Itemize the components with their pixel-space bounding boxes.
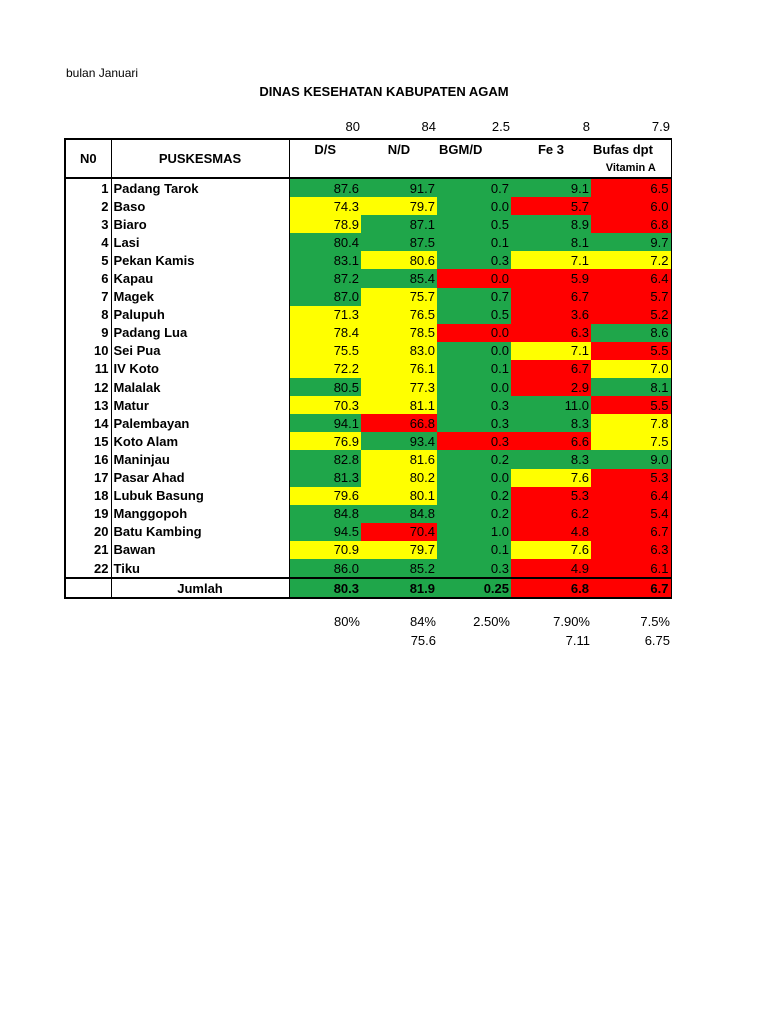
footer-pct-nd: 84% xyxy=(409,614,436,629)
col-header-bufas-label: Bufas dpt xyxy=(593,142,653,157)
puskesmas-name: Palupuh xyxy=(111,306,289,324)
col-header-no: N0 xyxy=(65,139,111,178)
cell-nd: 80.2 xyxy=(361,469,437,487)
puskesmas-name: Manggopoh xyxy=(111,505,289,523)
cell-nd: 93.4 xyxy=(361,432,437,450)
cell-bgm: 0.2 xyxy=(437,487,511,505)
cell-fe: 6.6 xyxy=(511,432,591,450)
target-bgm: 2.5 xyxy=(491,119,510,134)
cell-ds: 87.6 xyxy=(289,178,361,197)
cell-bgm: 0.0 xyxy=(437,469,511,487)
cell-bufas: 6.1 xyxy=(591,559,671,578)
cell-bufas: 5.4 xyxy=(591,505,671,523)
cell-bufas: 8.1 xyxy=(591,378,671,396)
row-number: 10 xyxy=(65,342,111,360)
col-header-fe: Fe 3 xyxy=(511,139,591,178)
row-number: 13 xyxy=(65,396,111,414)
cell-fe: 5.9 xyxy=(511,269,591,287)
cell-nd: 87.1 xyxy=(361,215,437,233)
cell-ds: 70.9 xyxy=(289,541,361,559)
cell-nd: 81.1 xyxy=(361,396,437,414)
footer-pct-ds: 80% xyxy=(333,614,360,629)
cell-ds: 74.3 xyxy=(289,197,361,215)
table-row xyxy=(65,269,671,287)
total-bufas: 6.7 xyxy=(591,578,671,598)
cell-bgm: 0.5 xyxy=(437,215,511,233)
total-bgm: 0.25 xyxy=(437,578,511,598)
cell-ds: 79.6 xyxy=(289,487,361,505)
cell-bgm: 0.3 xyxy=(437,414,511,432)
cell-bgm: 0.2 xyxy=(437,505,511,523)
puskesmas-name: Padang Tarok xyxy=(111,178,289,197)
row-number: 11 xyxy=(65,360,111,378)
cell-bufas: 9.0 xyxy=(591,450,671,468)
row-number: 20 xyxy=(65,523,111,541)
cell-ds: 80.5 xyxy=(289,378,361,396)
footer-pct-bufas: 7.5% xyxy=(640,614,670,629)
page-title: DINAS KESEHATAN KABUPATEN AGAM xyxy=(259,84,509,99)
cell-fe: 7.6 xyxy=(511,541,591,559)
cell-nd: 91.7 xyxy=(361,178,437,197)
total-ds: 80.3 xyxy=(289,578,361,598)
target-ds: 80 xyxy=(345,119,360,134)
table-row xyxy=(65,233,671,251)
table-row xyxy=(65,197,671,215)
puskesmas-name: Palembayan xyxy=(111,414,289,432)
cell-bufas: 7.5 xyxy=(591,432,671,450)
cell-fe: 9.1 xyxy=(511,178,591,197)
row-number: 2 xyxy=(65,197,111,215)
cell-ds: 76.9 xyxy=(289,432,361,450)
cell-bufas: 9.7 xyxy=(591,233,671,251)
cell-nd: 84.8 xyxy=(361,505,437,523)
row-number: 8 xyxy=(65,306,111,324)
table-row xyxy=(65,505,671,523)
row-number: 3 xyxy=(65,215,111,233)
puskesmas-name: Magek xyxy=(111,288,289,306)
cell-bufas: 5.5 xyxy=(591,396,671,414)
cell-bufas: 6.5 xyxy=(591,178,671,197)
table-row xyxy=(65,251,671,269)
footer-val-fe: 7.11 xyxy=(565,633,590,648)
cell-nd: 79.7 xyxy=(361,541,437,559)
cell-bufas: 7.0 xyxy=(591,360,671,378)
row-number: 7 xyxy=(65,288,111,306)
cell-ds: 72.2 xyxy=(289,360,361,378)
cell-bgm: 0.0 xyxy=(437,269,511,287)
puskesmas-name: Maninjau xyxy=(111,450,289,468)
cell-fe: 4.9 xyxy=(511,559,591,578)
cell-fe: 6.3 xyxy=(511,324,591,342)
table-row xyxy=(65,324,671,342)
row-number: 1 xyxy=(65,178,111,197)
total-fe: 6.8 xyxy=(511,578,591,598)
puskesmas-name: Batu Kambing xyxy=(111,523,289,541)
cell-nd: 77.3 xyxy=(361,378,437,396)
row-number: 22 xyxy=(65,559,111,578)
cell-fe: 5.3 xyxy=(511,487,591,505)
cell-bufas: 6.7 xyxy=(591,523,671,541)
target-nd: 84 xyxy=(421,119,436,134)
puskesmas-name: Matur xyxy=(111,396,289,414)
puskesmas-name: Lubuk Basung xyxy=(111,487,289,505)
cell-ds: 84.8 xyxy=(289,505,361,523)
cell-bgm: 0.5 xyxy=(437,306,511,324)
cell-bgm: 0.1 xyxy=(437,541,511,559)
cell-nd: 81.6 xyxy=(361,450,437,468)
row-number: 15 xyxy=(65,432,111,450)
cell-nd: 70.4 xyxy=(361,523,437,541)
footer-val-bufas: 6.75 xyxy=(644,633,670,648)
table-row xyxy=(65,450,671,468)
table-row xyxy=(65,178,671,197)
cell-ds: 94.5 xyxy=(289,523,361,541)
cell-ds: 80.4 xyxy=(289,233,361,251)
table-row xyxy=(65,487,671,505)
table-row xyxy=(65,360,671,378)
cell-nd: 80.6 xyxy=(361,251,437,269)
table-row xyxy=(65,342,671,360)
cell-nd: 80.1 xyxy=(361,487,437,505)
cell-bufas: 7.8 xyxy=(591,414,671,432)
cell-bufas: 5.3 xyxy=(591,469,671,487)
puskesmas-name: Tiku xyxy=(111,559,289,578)
cell-fe: 8.3 xyxy=(511,450,591,468)
cell-nd: 79.7 xyxy=(361,197,437,215)
cell-bufas: 6.4 xyxy=(591,269,671,287)
cell-nd: 87.5 xyxy=(361,233,437,251)
col-header-bgm: BGM/D xyxy=(437,139,511,178)
table-row xyxy=(65,378,671,396)
table-row xyxy=(65,414,671,432)
row-number: 4 xyxy=(65,233,111,251)
cell-bufas: 5.7 xyxy=(591,288,671,306)
cell-fe: 6.7 xyxy=(511,360,591,378)
cell-ds: 78.4 xyxy=(289,324,361,342)
cell-ds: 87.2 xyxy=(289,269,361,287)
row-number: 21 xyxy=(65,541,111,559)
cell-ds: 75.5 xyxy=(289,342,361,360)
row-number: 9 xyxy=(65,324,111,342)
cell-fe: 2.9 xyxy=(511,378,591,396)
cell-bufas: 5.5 xyxy=(591,342,671,360)
cell-fe: 5.7 xyxy=(511,197,591,215)
cell-nd: 85.4 xyxy=(361,269,437,287)
footer-val-nd: 75.6 xyxy=(410,633,436,648)
total-row xyxy=(65,578,671,598)
row-number: 12 xyxy=(65,378,111,396)
data-table xyxy=(64,138,672,599)
row-number: 17 xyxy=(65,469,111,487)
cell-bgm: 0.0 xyxy=(437,378,511,396)
puskesmas-name: Baso xyxy=(111,197,289,215)
cell-bgm: 0.1 xyxy=(437,233,511,251)
cell-bgm: 0.0 xyxy=(437,324,511,342)
target-fe: 8 xyxy=(582,119,590,134)
puskesmas-name: Biaro xyxy=(111,215,289,233)
target-bufas: 7.9 xyxy=(651,119,670,134)
table-row xyxy=(65,396,671,414)
total-blank xyxy=(65,578,111,598)
cell-ds: 81.3 xyxy=(289,469,361,487)
table-row xyxy=(65,432,671,450)
cell-bufas: 6.8 xyxy=(591,215,671,233)
puskesmas-name: IV Koto xyxy=(111,360,289,378)
cell-fe: 8.1 xyxy=(511,233,591,251)
cell-fe: 7.1 xyxy=(511,251,591,269)
cell-fe: 7.6 xyxy=(511,469,591,487)
puskesmas-name: Koto Alam xyxy=(111,432,289,450)
cell-bufas: 6.4 xyxy=(591,487,671,505)
col-header-bufas xyxy=(591,139,671,178)
total-label: Jumlah xyxy=(111,578,289,598)
cell-bgm: 0.0 xyxy=(437,342,511,360)
puskesmas-name: Bawan xyxy=(111,541,289,559)
cell-nd: 76.5 xyxy=(361,306,437,324)
cell-nd: 85.2 xyxy=(361,559,437,578)
cell-nd: 75.7 xyxy=(361,288,437,306)
col-header-nd: N/D xyxy=(361,139,437,178)
puskesmas-name: Pasar Ahad xyxy=(111,469,289,487)
puskesmas-name: Pekan Kamis xyxy=(111,251,289,269)
cell-bgm: 0.2 xyxy=(437,450,511,468)
cell-bgm: 0.3 xyxy=(437,432,511,450)
cell-fe: 7.1 xyxy=(511,342,591,360)
cell-ds: 94.1 xyxy=(289,414,361,432)
table-row xyxy=(65,559,671,578)
month-label: bulan Januari xyxy=(66,66,139,80)
col-header-ds: D/S xyxy=(289,139,361,178)
row-number: 5 xyxy=(65,251,111,269)
col-header-bufas-sub: Vitamin A xyxy=(605,162,656,174)
cell-ds: 82.8 xyxy=(289,450,361,468)
cell-ds: 71.3 xyxy=(289,306,361,324)
cell-bgm: 0.3 xyxy=(437,559,511,578)
cell-fe: 6.7 xyxy=(511,288,591,306)
cell-bgm: 0.3 xyxy=(437,251,511,269)
cell-bgm: 0.3 xyxy=(437,396,511,414)
cell-fe: 11.0 xyxy=(511,396,591,414)
table-row xyxy=(65,306,671,324)
cell-bufas: 5.2 xyxy=(591,306,671,324)
cell-nd: 83.0 xyxy=(361,342,437,360)
cell-ds: 70.3 xyxy=(289,396,361,414)
row-number: 14 xyxy=(65,414,111,432)
total-nd: 81.9 xyxy=(361,578,437,598)
puskesmas-name: Malalak xyxy=(111,378,289,396)
cell-ds: 86.0 xyxy=(289,559,361,578)
table-row xyxy=(65,215,671,233)
table-row xyxy=(65,288,671,306)
cell-bgm: 0.0 xyxy=(437,197,511,215)
row-number: 16 xyxy=(65,450,111,468)
cell-nd: 78.5 xyxy=(361,324,437,342)
cell-nd: 66.8 xyxy=(361,414,437,432)
footer-pct-bgm: 2.50% xyxy=(473,614,510,629)
cell-bgm: 0.7 xyxy=(437,288,511,306)
header-row xyxy=(65,139,671,178)
cell-ds: 87.0 xyxy=(289,288,361,306)
row-number: 18 xyxy=(65,487,111,505)
cell-bgm: 1.0 xyxy=(437,523,511,541)
row-number: 6 xyxy=(65,269,111,287)
cell-fe: 4.8 xyxy=(511,523,591,541)
cell-ds: 78.9 xyxy=(289,215,361,233)
table-row xyxy=(65,541,671,559)
puskesmas-name: Lasi xyxy=(111,233,289,251)
puskesmas-name: Padang Lua xyxy=(111,324,289,342)
cell-bufas: 6.0 xyxy=(591,197,671,215)
cell-bufas: 8.6 xyxy=(591,324,671,342)
cell-ds: 83.1 xyxy=(289,251,361,269)
row-number: 19 xyxy=(65,505,111,523)
table-row xyxy=(65,523,671,541)
cell-bgm: 0.1 xyxy=(437,360,511,378)
footer-pct-fe: 7.90% xyxy=(553,614,590,629)
cell-fe: 6.2 xyxy=(511,505,591,523)
cell-bgm: 0.7 xyxy=(437,178,511,197)
cell-bufas: 6.3 xyxy=(591,541,671,559)
cell-nd: 76.1 xyxy=(361,360,437,378)
col-header-puskesmas: PUSKESMAS xyxy=(111,139,289,178)
cell-fe: 8.9 xyxy=(511,215,591,233)
cell-fe: 3.6 xyxy=(511,306,591,324)
table-row xyxy=(65,469,671,487)
puskesmas-name: Sei Pua xyxy=(111,342,289,360)
cell-bufas: 7.2 xyxy=(591,251,671,269)
cell-fe: 8.3 xyxy=(511,414,591,432)
puskesmas-name: Kapau xyxy=(111,269,289,287)
